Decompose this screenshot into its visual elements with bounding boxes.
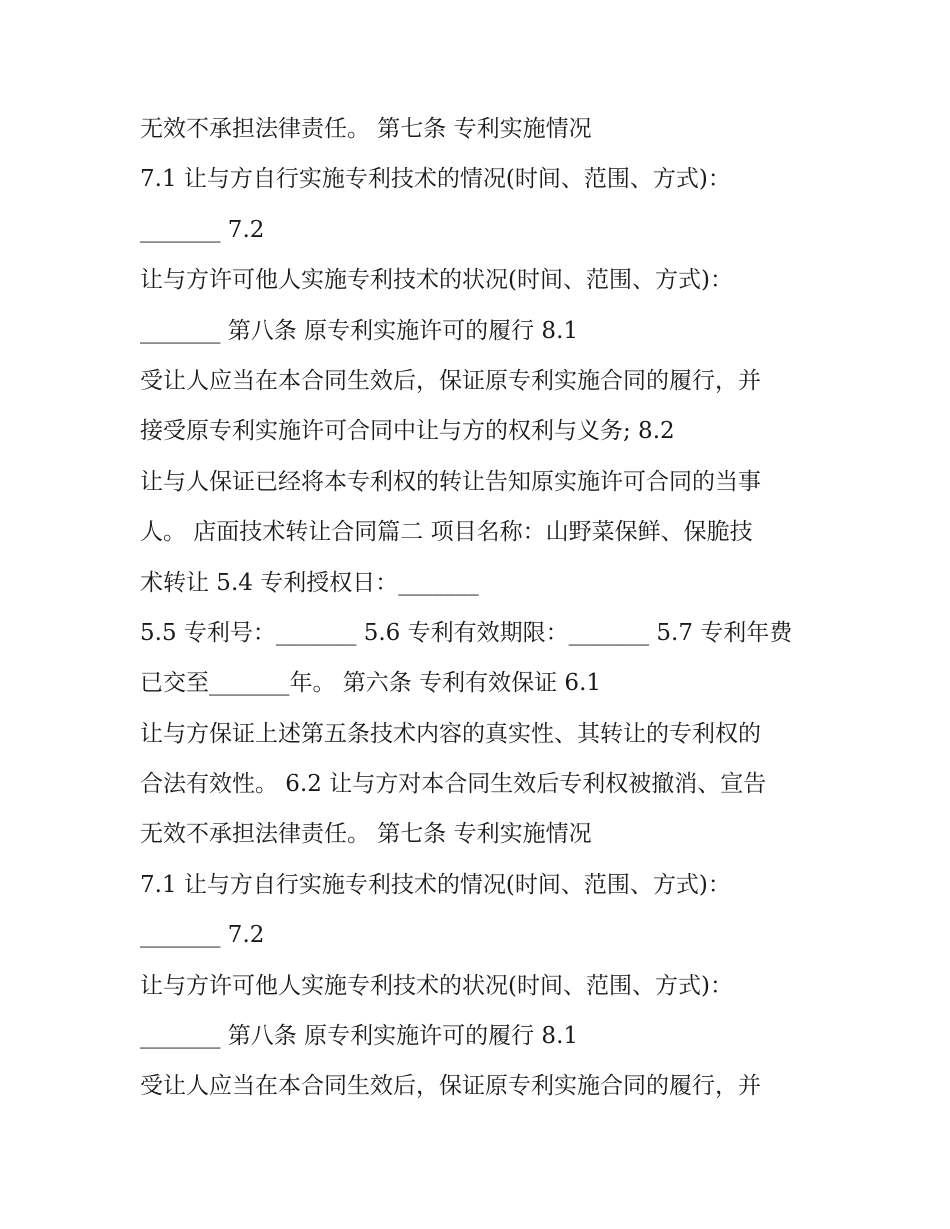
text-line: _______ 7.2: [140, 216, 265, 243]
document-body: [140, 104, 840, 1112]
text-line: 已交至_______年。 第六条 专利有效保证 6.1: [140, 670, 602, 697]
text-line: 受让人应当在本合同生效后，保证原专利实施合同的履行，并: [140, 1073, 761, 1100]
text-line: _______ 第八条 原专利实施许可的履行 8.1: [140, 317, 579, 344]
text-line: 无效不承担法律责任。 第七条 专利实施情况: [140, 821, 592, 848]
text-line: 受让人应当在本合同生效后，保证原专利实施合同的履行，并: [140, 367, 761, 394]
text-line: 让与方许可他人实施专利技术的状况(时间、范围、方式)：: [140, 267, 733, 294]
text-line: 合法有效性。 6.2 让与方对本合同生效后专利权被撤消、宣告: [140, 771, 767, 798]
text-line: 让与方保证上述第五条技术内容的真实性、其转让的专利权的: [140, 720, 761, 747]
text-line: 5.5 专利号：_______ 5.6 专利有效期限：_______ 5.7 专利年费: [140, 619, 793, 646]
text-line: 人。 店面技术转让合同篇二 项目名称：山野菜保鲜、保脆技: [140, 519, 753, 546]
text-line: 7.1 让与方自行实施专利技术的情况(时间、范围、方式)：: [140, 871, 731, 898]
text-line: _______ 7.2: [140, 922, 265, 949]
text-line: _______ 第八条 原专利实施许可的履行 8.1: [140, 1023, 579, 1050]
text-line: 让与方许可他人实施专利技术的状况(时间、范围、方式)：: [140, 972, 733, 999]
text-line: 让与人保证已经将本专利权的转让告知原实施许可合同的当事: [140, 468, 761, 495]
text-line: 术转让 5.4 专利授权日：_______: [140, 569, 479, 596]
text-line: 7.1 让与方自行实施专利技术的情况(时间、范围、方式)：: [140, 166, 731, 193]
text-line: 无效不承担法律责任。 第七条 专利实施情况: [140, 116, 592, 142]
text-line: 接受原专利实施许可合同中让与方的权利与义务; 8.2: [140, 418, 675, 445]
